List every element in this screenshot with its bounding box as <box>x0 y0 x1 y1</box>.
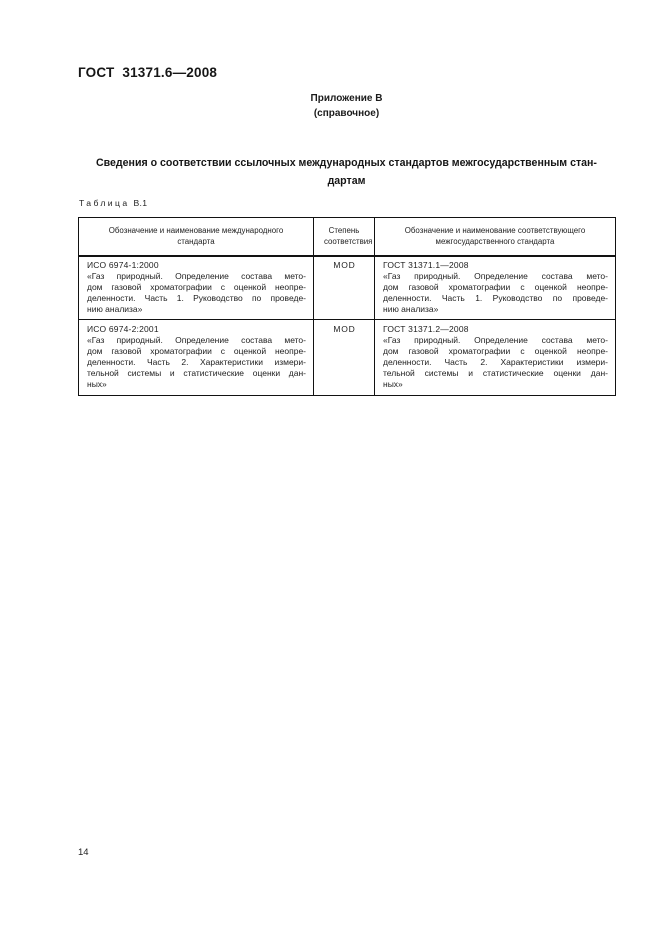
table-caption-number: В.1 <box>133 198 148 208</box>
degree-value: MOD <box>333 323 356 334</box>
section-title-line-1: Сведения о соответствии ссылочных международных стандартов межгосударственным стан- <box>96 157 597 169</box>
text-line: деленности. Часть 1. Руководство по проведе- <box>87 293 306 303</box>
text-line: тельной системы и статистические оценки дан- <box>87 367 306 378</box>
gost-standard-code: ГОСТ 31371.1—2008 <box>383 260 469 270</box>
cell-degree-1 <box>314 256 375 320</box>
column-header-international-standard: Обозначение и наименование международного стандарта <box>79 218 314 256</box>
intl-standard-title <box>87 271 306 315</box>
text-line: «Газ природный. Определение состава мето- <box>87 334 306 345</box>
correspondence-table <box>78 217 616 396</box>
cell-degree-2 <box>314 320 375 396</box>
annex-kind: (справочное) <box>313 108 380 119</box>
text-line: дом газовой хроматографии с оценкой неопре- <box>87 345 306 356</box>
table-row <box>79 256 616 320</box>
cell-intl-standard-2 <box>79 320 314 396</box>
table-caption <box>79 198 147 208</box>
text-line: нию анализа» <box>383 304 439 314</box>
text-line: деленности. Часть 1. Руководство по проведе- <box>383 293 608 303</box>
text-line: деленности. Часть 2. Характеристики измери- <box>383 356 608 367</box>
text-line: дом газовой хроматографии с оценкой неопре- <box>383 282 608 292</box>
gost-standard-title <box>383 335 608 390</box>
section-title <box>62 154 631 190</box>
column-header-interstate-standard: Обозначение и наименование соответствующего межгосударственного стандарта <box>375 218 616 256</box>
text-line: «Газ природный. Определение состава мето- <box>87 271 306 281</box>
table-caption-word: Таблица <box>79 198 130 208</box>
annex-label: Приложение В <box>310 93 383 104</box>
section-title-line-2: дартам <box>327 175 366 187</box>
column-header-degree: Степень соответствия <box>314 218 375 256</box>
text-line: «Газ природный. Определение состава мето- <box>383 271 608 281</box>
degree-value: MOD <box>333 260 356 270</box>
text-line: тельной системы и статистические оценки дан- <box>383 367 608 378</box>
cell-gost-standard-2 <box>375 320 616 396</box>
annex-block <box>78 91 615 121</box>
gost-standard-code: ГОСТ 31371.2—2008 <box>383 323 469 334</box>
table-header-row <box>79 218 616 256</box>
table-row <box>79 320 616 396</box>
cell-gost-standard-1 <box>375 256 616 320</box>
document-code-header: ГОСТ 31371.6—2008 <box>78 65 218 80</box>
intl-standard-title <box>87 335 306 390</box>
text-line: нию анализа» <box>87 304 143 314</box>
text-line: ных» <box>87 378 107 389</box>
text-line: деленности. Часть 2. Характеристики измери- <box>87 356 306 367</box>
intl-standard-code: ИСО 6974-1:2000 <box>87 260 159 270</box>
cell-intl-standard-1 <box>79 256 314 320</box>
gost-standard-title <box>383 271 608 315</box>
text-line: ных» <box>383 378 403 389</box>
intl-standard-code: ИСО 6974-2:2001 <box>87 323 159 334</box>
text-line: дом газовой хроматографии с оценкой неопре- <box>383 345 608 356</box>
text-line: «Газ природный. Определение состава мето- <box>383 334 608 345</box>
text-line: дом газовой хроматографии с оценкой неопре- <box>87 282 306 292</box>
page-number: 14 <box>78 847 89 858</box>
